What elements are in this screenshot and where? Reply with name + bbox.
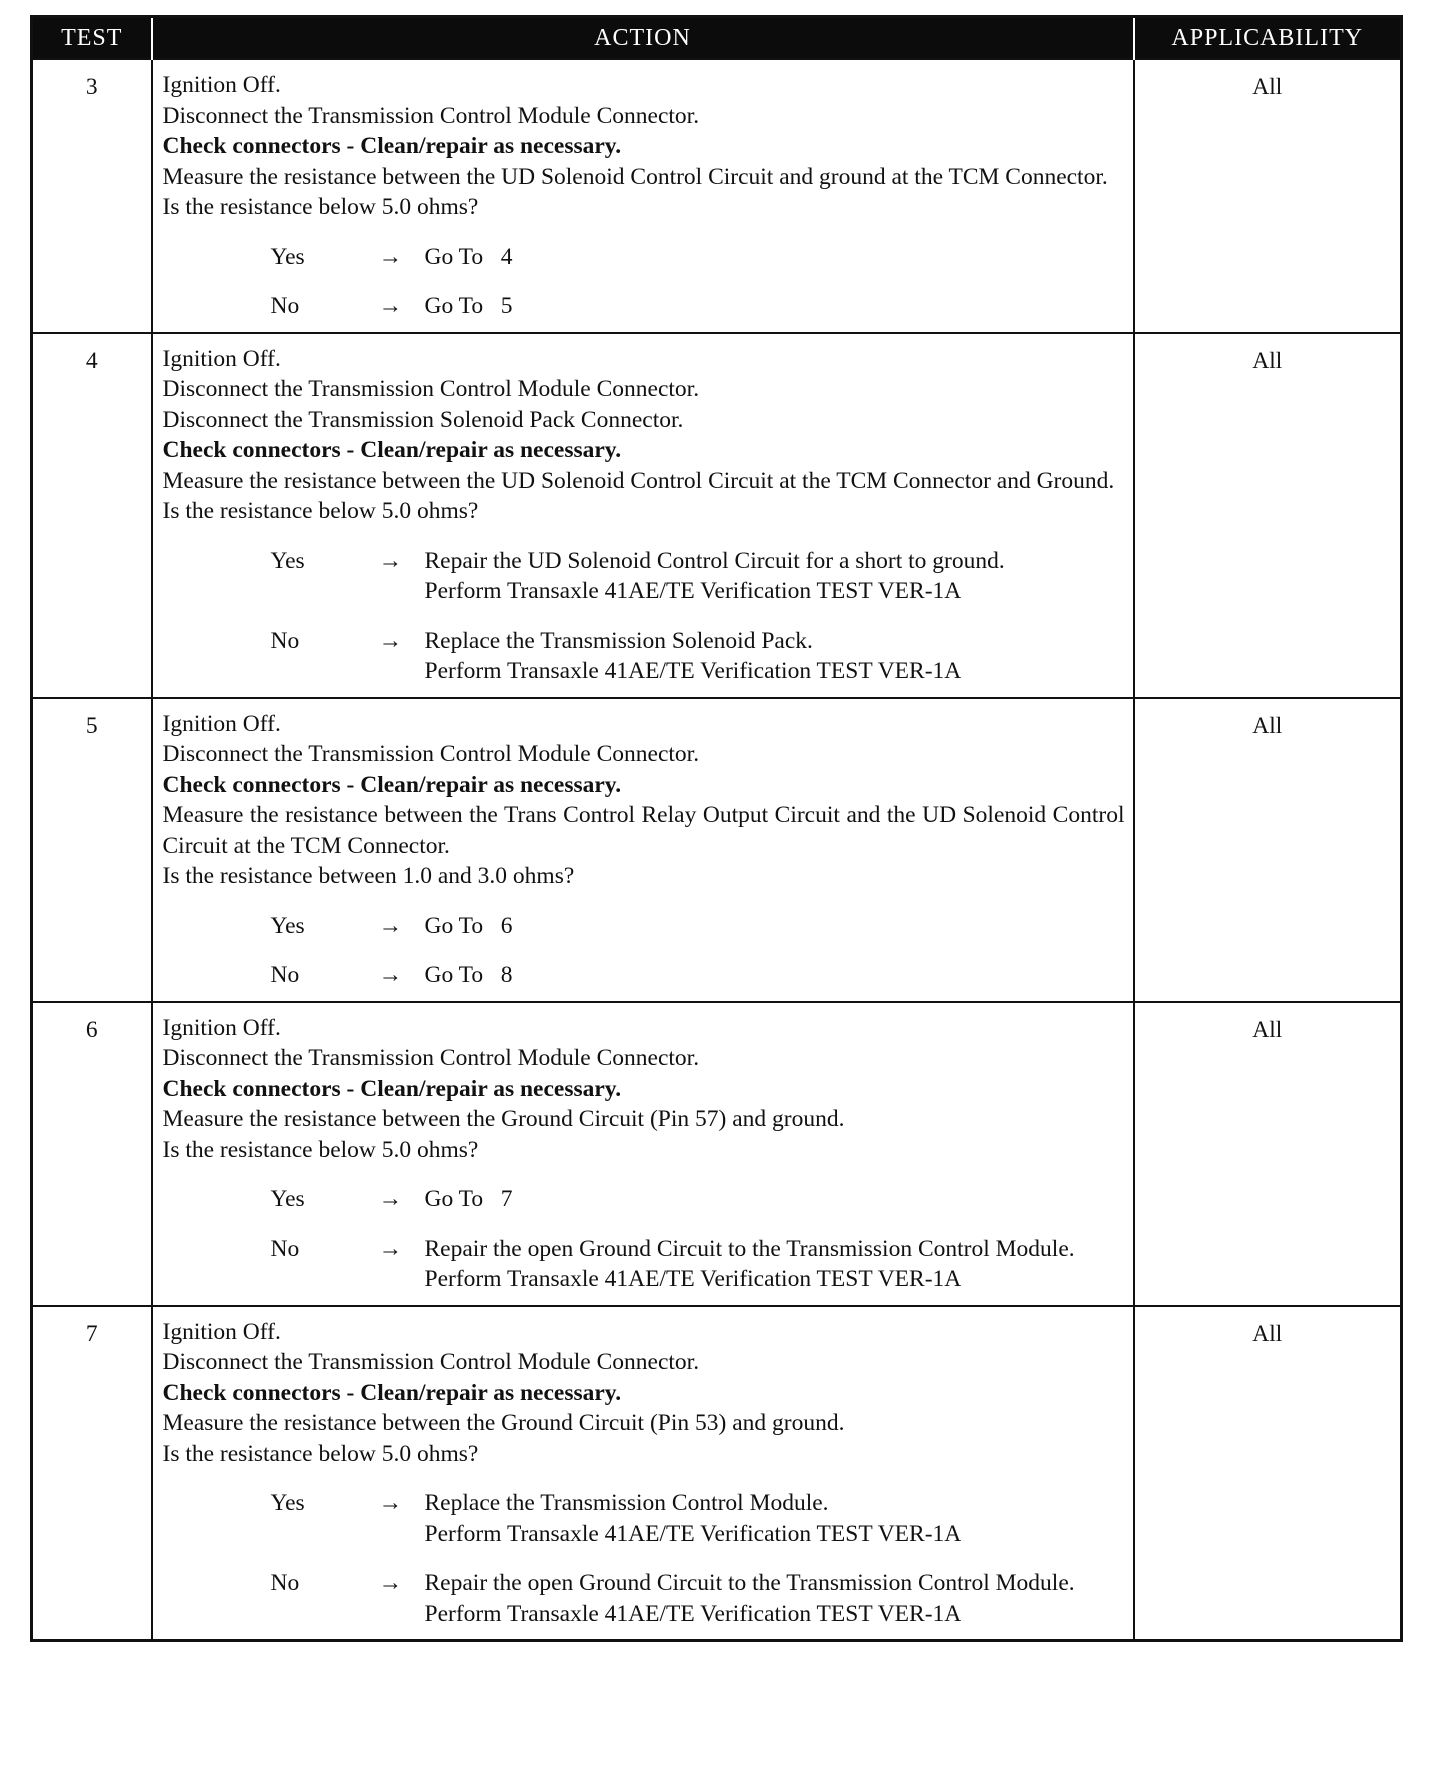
check-connectors-text: Check connectors - Clean/repair as necessary. [162, 133, 622, 159]
step-text: Disconnect the Transmission Control Module Connector. [162, 376, 700, 402]
step-text: Disconnect the Transmission Solenoid Pack Connector. [162, 406, 684, 433]
result-line: Go To 6 [424, 912, 513, 939]
test-number: 5 [32, 698, 152, 1002]
result-line: Replace the Transmission Solenoid Pack. [424, 627, 813, 654]
result-line: Go To 8 [424, 962, 513, 988]
result-line: Go To 4 [424, 243, 513, 270]
no-result [425, 626, 1125, 687]
step-text: Disconnect the Transmission Control Module Connector. [162, 1045, 700, 1071]
test-number: 4 [32, 333, 152, 698]
step-text: Ignition Off. [162, 1318, 281, 1345]
no-branch [163, 1234, 1125, 1295]
result-line: Perform Transaxle 41AE/TE Verification TEST VER-1A [424, 1520, 962, 1547]
header-test: TEST [32, 17, 152, 60]
yes-label: Yes [270, 243, 305, 270]
no-branch [163, 960, 1125, 991]
arrow-icon: → [378, 1235, 402, 1262]
step-text: Ignition Off. [162, 72, 281, 98]
table-row [32, 333, 1402, 698]
action-cell [152, 333, 1134, 698]
applicability-value: All [1134, 698, 1402, 1002]
action-cell [152, 698, 1134, 1002]
question-text: Is the resistance below 5.0 ohms? [162, 194, 479, 220]
arrow-icon: → [378, 1490, 402, 1516]
table-row [32, 1002, 1402, 1306]
measure-text: Measure the resistance between the UD Solenoid Control Circuit and ground at the TCM Connector. [162, 163, 1108, 190]
header-row [32, 17, 1402, 60]
applicability-value: All [1134, 1306, 1402, 1641]
table-row [32, 698, 1402, 1002]
no-label: No [270, 1235, 300, 1262]
result-line: Go To 5 [424, 293, 513, 319]
arrow-icon: → [378, 912, 402, 939]
step-text: Disconnect the Transmission Control Module Connector. [162, 102, 700, 129]
no-branch [163, 291, 1125, 322]
result-line: Repair the open Ground Circuit to the Transmission Control Module. [424, 1235, 1075, 1262]
step-text: Ignition Off. [162, 710, 281, 737]
step-text: Disconnect the Transmission Control Module Connector. [162, 1349, 700, 1375]
test-number: 6 [32, 1002, 152, 1306]
table-row [32, 1306, 1402, 1641]
measure-text: Measure the resistance between the Trans Control Relay Output Circuit and the UD Solenoid Control Circuit at the TCM Connector. [162, 802, 1125, 859]
measure-text: Measure the resistance between the Ground Circuit (Pin 57) and ground. [162, 1106, 845, 1132]
check-connectors-text: Check connectors - Clean/repair as necessary. [162, 771, 622, 798]
yes-label: Yes [270, 912, 305, 939]
question-text: Is the resistance between 1.0 and 3.0 ohms? [162, 863, 575, 889]
measure-text: Measure the resistance between the UD Solenoid Control Circuit at the TCM Connector and Ground. [162, 467, 1115, 494]
arrow-icon: → [378, 547, 402, 574]
table-body [32, 59, 1402, 1641]
result-line: Perform Transaxle 41AE/TE Verification TEST VER-1A [424, 1266, 962, 1292]
result-line: Perform Transaxle 41AE/TE Verification TEST VER-1A [424, 1600, 962, 1627]
question-text: Is the resistance below 5.0 ohms? [162, 498, 479, 524]
yes-branch [163, 911, 1125, 942]
header-action: ACTION [152, 17, 1134, 60]
result-line: Repair the open Ground Circuit to the Transmission Control Module. [424, 1570, 1075, 1596]
no-label: No [270, 1570, 300, 1596]
diagnostic-test-table [30, 15, 1403, 1642]
no-label: No [270, 627, 300, 654]
arrow-icon: → [378, 293, 402, 319]
table-row [32, 59, 1402, 333]
yes-branch [163, 242, 1125, 273]
arrow-icon: → [378, 1186, 402, 1212]
test-number: 7 [32, 1306, 152, 1641]
yes-branch [163, 1184, 1125, 1215]
no-result [425, 1234, 1125, 1295]
yes-label: Yes [270, 1186, 305, 1212]
no-result [425, 1568, 1125, 1629]
measure-text: Measure the resistance between the Ground Circuit (Pin 53) and ground. [162, 1410, 845, 1436]
applicability-value: All [1134, 1002, 1402, 1306]
yes-label: Yes [270, 1490, 305, 1516]
result-line: Go To 7 [424, 1186, 513, 1212]
yes-label: Yes [270, 547, 305, 574]
step-text: Ignition Off. [162, 345, 281, 372]
arrow-icon: → [378, 962, 402, 988]
result-line: Perform Transaxle 41AE/TE Verification TEST VER-1A [424, 578, 962, 604]
action-cell [152, 59, 1134, 333]
applicability-value: All [1134, 333, 1402, 698]
yes-branch [163, 546, 1125, 607]
yes-result [425, 1488, 1125, 1549]
step-text: Ignition Off. [162, 1014, 281, 1041]
check-connectors-text: Check connectors - Clean/repair as necessary. [162, 1379, 622, 1406]
question-text: Is the resistance below 5.0 ohms? [162, 1136, 479, 1163]
yes-branch [163, 1488, 1125, 1549]
arrow-icon: → [378, 627, 402, 654]
result-line: Replace the Transmission Control Module. [424, 1490, 829, 1516]
action-cell [152, 1306, 1134, 1641]
applicability-value: All [1134, 59, 1402, 333]
yes-result [425, 546, 1125, 607]
no-branch [163, 1568, 1125, 1629]
header-applicability: APPLICABILITY [1134, 17, 1402, 60]
result-line: Repair the UD Solenoid Control Circuit for a short to ground. [424, 547, 1005, 574]
no-label: No [270, 293, 300, 319]
yes-result [425, 1184, 1125, 1215]
arrow-icon: → [378, 243, 402, 270]
table-header [32, 17, 1402, 60]
yes-result [425, 911, 1125, 942]
no-label: No [270, 962, 300, 988]
no-branch [163, 626, 1125, 687]
result-line: Perform Transaxle 41AE/TE Verification TEST VER-1A [424, 658, 962, 684]
arrow-icon: → [378, 1570, 402, 1596]
step-text: Disconnect the Transmission Control Module Connector. [162, 741, 700, 767]
check-connectors-text: Check connectors - Clean/repair as necessary. [162, 437, 622, 463]
yes-result [425, 242, 1125, 273]
check-connectors-text: Check connectors - Clean/repair as necessary. [162, 1075, 622, 1102]
test-number: 3 [32, 59, 152, 333]
action-cell [152, 1002, 1134, 1306]
no-result [425, 960, 1125, 991]
no-result [425, 291, 1125, 322]
question-text: Is the resistance below 5.0 ohms? [162, 1440, 479, 1467]
